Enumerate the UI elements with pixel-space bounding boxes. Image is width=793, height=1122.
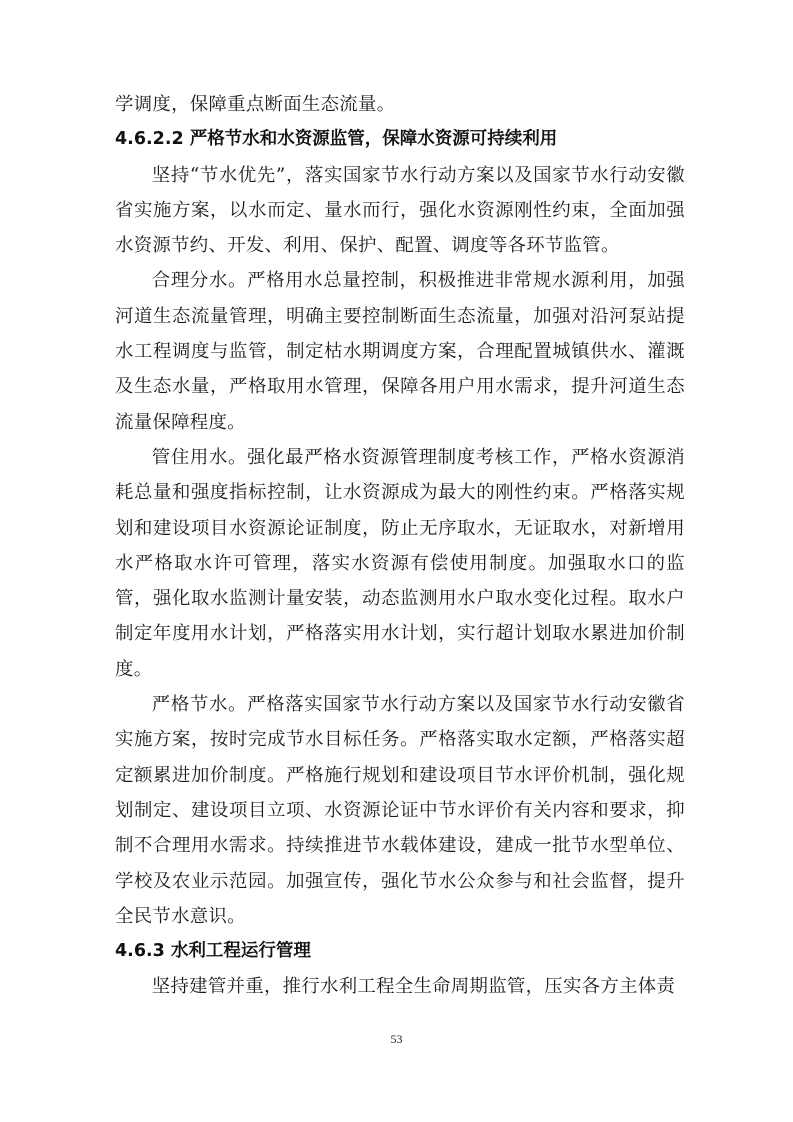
paragraph-control-water-use: 管住用水。强化最严格水资源管理制度考核工作，严格水资源消耗总量和强度指标控制，让水资源成为最大的刚性约束。严格落实规划和建设项目水资源论证制度，防止无序取水，无证取水，对新增用水严格取水许可管理，落实水资源有偿使用制度。加强取水口的监管，强化取水监测计量安装，动态监测用水户取水变化过程。取水户制定年度用水计划，严格落实用水计划，实行超计划取水累进加价制度。 (115, 446, 685, 680)
paragraph-reasonable-water-allocation: 合理分水。严格用水总量控制，积极推进非常规水源利用，加强河道生态流量管理，明确主要控制断面生态流量，加强对沿河泵站提水工程调度与监管，制定枯水期调度方案，合理配置城镇供水、灌溉及生态水量，严格取用水管理，保障各用户用水需求，提升河道生态流量保障程度。 (115, 270, 685, 433)
section-heading-4-6-3 (115, 934, 685, 969)
section-heading-4-6-2-2 (115, 122, 685, 157)
section-title: 水利工程运行管理 (170, 941, 311, 962)
section-title: 严格节水和水资源监管，保障水资源可持续利用 (189, 129, 558, 150)
section-number: 4.6.3 (115, 941, 165, 962)
page-number: 53 (390, 1032, 403, 1046)
section-number: 4.6.2.2 (115, 129, 184, 150)
page-content (115, 87, 685, 1005)
paragraph-construction-management: 坚持建管并重，推行水利工程全生命周期监管，压实各方主体责 (151, 976, 676, 998)
paragraph-water-saving-priority: 坚持“节水优先”，落实国家节水行动方案以及国家节水行动安徽省实施方案，以水而定、量水而行，强化水资源刚性约束，全面加强水资源节约、开发、利用、保护、配置、调度等各环节监管。 (115, 164, 685, 257)
continued-paragraph: 学调度，保障重点断面生态流量。 (115, 94, 396, 115)
paragraph-strict-water-saving: 严格节水。严格落实国家节水行动方案以及国家节水行动安徽省实施方案，按时完成节水目标任务。严格落实取水定额，严格落实超定额累进加价制度。严格施行规划和建设项目节水评价机制，强化规划制定、建设项目立项、水资源论证中节水评价有关内容和要求，抑制不合理用水需求。持续推进节水载体建设，建成一批节水型单位、学校及农业示范园。加强宣传，强化节水公众参与和社会监督，提升全民节水意识。 (115, 694, 685, 927)
